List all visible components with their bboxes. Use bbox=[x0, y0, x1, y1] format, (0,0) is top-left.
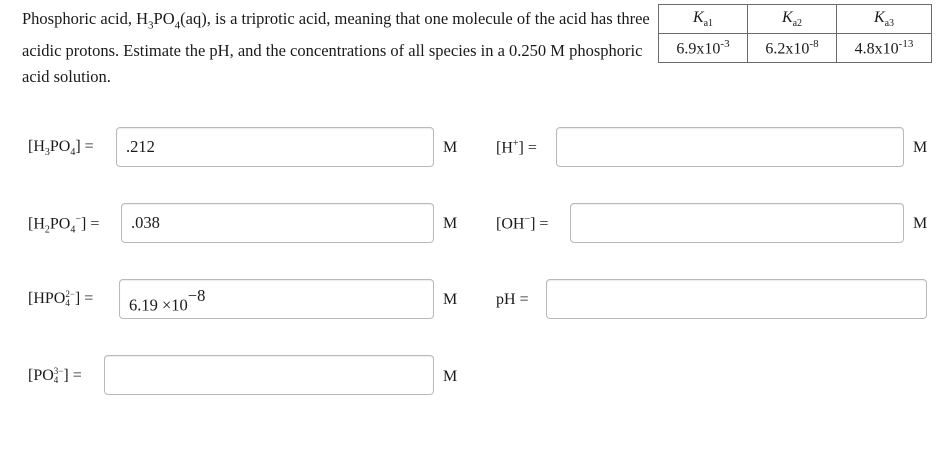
label-hplus: [H+] = bbox=[496, 138, 537, 157]
unit-po4: M bbox=[443, 368, 458, 385]
ph-input[interactable] bbox=[546, 279, 927, 319]
label-oh: [OH−] = bbox=[496, 214, 549, 233]
ka1-header: $K_{a1}$ bbox=[659, 5, 748, 34]
ka2-value: $6.2x10^{-8}$ bbox=[748, 34, 837, 63]
question-text: Phosphoric acid, $H_3PO_4(aq)$, is a triprotic acid, meaning that one molecule of the acid has three acidic protons. Estimate the pH, and the concentrations of all species in a 0.250 M phosphoric acid solution. bbox=[22, 9, 650, 87]
ka3-header: $K_{a3}$ bbox=[837, 5, 932, 34]
h3po4-input[interactable]: .212 bbox=[116, 127, 434, 167]
oh-input[interactable] bbox=[570, 203, 904, 243]
label-h2po4: $[H_2PO_4^-]$ = bbox=[28, 214, 100, 236]
unit-h3po4: M bbox=[443, 139, 458, 156]
h2po4-input[interactable]: .038 bbox=[121, 203, 434, 243]
unit-h2po4: M bbox=[443, 215, 458, 232]
ka1-value: $6.9x10^{-3}$ bbox=[659, 34, 748, 63]
label-hpo4: [HPO 2− 4 ] = bbox=[28, 289, 94, 309]
label-h3po4: $[H_3PO_4]$ = bbox=[28, 138, 94, 159]
hpo4-input[interactable]: $6.19 \times 10^{-8}$ bbox=[119, 279, 434, 319]
ka-table bbox=[658, 4, 932, 63]
unit-oh: M bbox=[913, 215, 928, 232]
ka2-header: $K_{a2}$ bbox=[748, 5, 837, 34]
ka3-value: $4.8x10^{-13}$ bbox=[837, 34, 932, 63]
unit-hplus: M bbox=[913, 139, 928, 156]
unit-hpo4: M bbox=[443, 291, 458, 308]
label-po4: [PO 3− 4 ] = bbox=[28, 366, 82, 386]
hplus-input[interactable] bbox=[556, 127, 904, 167]
po4-input[interactable] bbox=[104, 355, 434, 395]
label-ph: pH = bbox=[496, 291, 529, 308]
